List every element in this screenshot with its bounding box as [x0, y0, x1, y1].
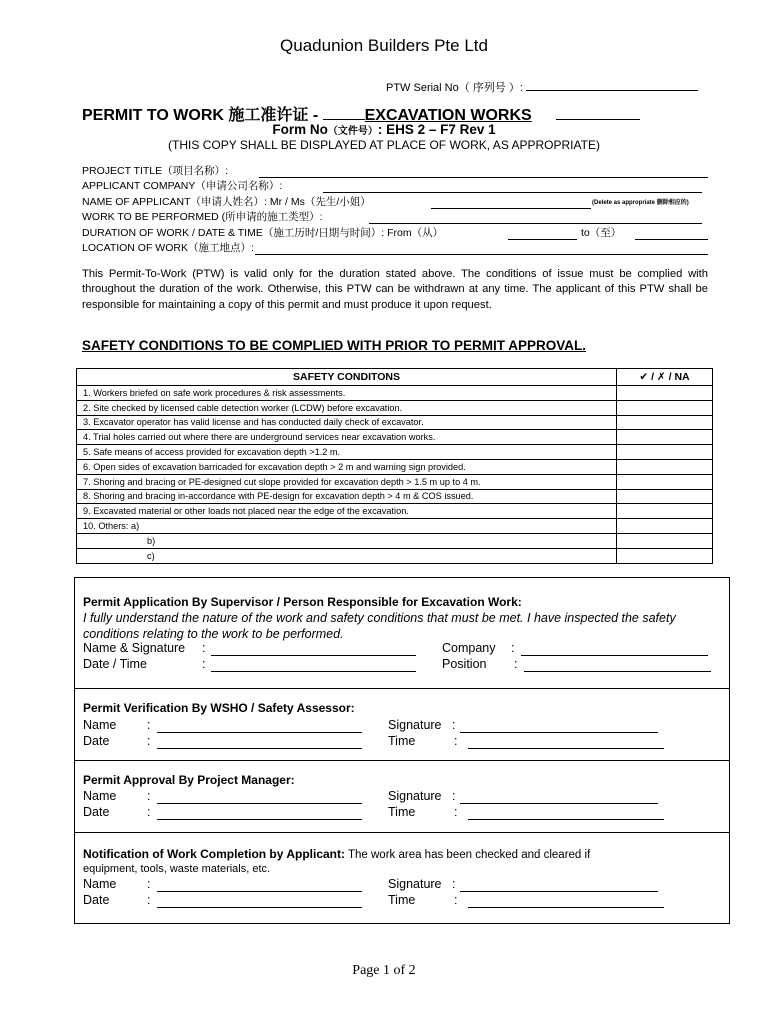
duration-from-blank[interactable]	[508, 228, 577, 240]
check-header: ✔ / ✗ / NA	[617, 369, 713, 386]
condition-text: 5. Safe means of access provided for excavation depth >1.2 m.	[77, 445, 617, 460]
table-row	[77, 400, 713, 415]
form-number-value: : EHS 2 – F7 Rev 1	[377, 122, 496, 137]
condition-text: 2. Site checked by licensed cable detection worker (LCDW) before excavation.	[77, 400, 617, 415]
ptw-serial-label: PTW Serial No（ 序列号 ）:	[386, 82, 523, 94]
completion-section: Notification of Work Completion by Applicant: The work area has been checked and cleared if equipment, tools, waste materials, etc. Name : Date : Signature : Time :	[75, 832, 729, 923]
table-row	[77, 489, 713, 504]
time-label: Time	[388, 805, 416, 819]
name-signature-blank[interactable]	[211, 644, 416, 656]
condition-text: c)	[77, 548, 617, 563]
applicant-company-label: APPLICANT COMPANY（申请公司名称）:	[82, 180, 283, 193]
table-row	[77, 459, 713, 474]
date-time-blank[interactable]	[211, 660, 416, 672]
company-blank[interactable]	[521, 644, 708, 656]
validity-paragraph: This Permit-To-Work (PTW) is valid only for the duration stated above. The conditions of issue must be complied with throughout the duration of the work. Otherwise, this PTW can be withdrawn at any time. The applicant of this PTW shall be responsible for maintaining a copy of this permit and must produce it upon request.	[82, 268, 708, 311]
name-label: Name	[83, 877, 117, 891]
table-row	[77, 430, 713, 445]
field-applicant-company	[82, 179, 708, 194]
copy-display-note: (THIS COPY SHALL BE DISPLAYED AT PLACE OF WORK, AS APPROPRIATE)	[168, 138, 600, 152]
page-title-work: EXCAVATION WORKS	[364, 107, 532, 124]
work-performed-label: WORK TO BE PERFORMED (所申请的施工类型）:	[82, 211, 323, 224]
name-blank[interactable]	[157, 721, 362, 733]
condition-text: 9. Excavated material or other loads not placed near the edge of the excavation.	[77, 504, 617, 519]
safety-heading: SAFETY CONDITIONS TO BE COMPLIED WITH PRIOR TO PERMIT APPROVAL.	[82, 338, 587, 353]
delete-note: (Delete as appropriate 删除相应的)	[592, 199, 689, 206]
check-cell[interactable]	[617, 474, 713, 489]
date-blank[interactable]	[157, 808, 362, 820]
duration-to-label: to（至）	[581, 226, 622, 239]
name-blank[interactable]	[157, 792, 362, 804]
check-cell[interactable]	[617, 489, 713, 504]
signature-label: Signature	[388, 877, 442, 891]
condition-text: 6. Open sides of excavation barricaded for excavation depth > 2 m and warning sign provided.	[77, 459, 617, 474]
table-row	[77, 445, 713, 460]
signature-label: Signature	[388, 718, 442, 732]
condition-text: 8. Shoring and bracing in-accordance with PE-design for excavation depth > 4 m & COS issued.	[77, 489, 617, 504]
field-applicant-name	[82, 195, 708, 210]
approval-heading: Permit Approval By Project Manager:	[83, 773, 295, 787]
company-label: Company	[442, 641, 496, 655]
form-number-cn: （文件号）	[327, 126, 378, 137]
signature-blank[interactable]	[460, 721, 658, 733]
table-row	[77, 533, 713, 548]
project-title-blank[interactable]	[259, 166, 708, 178]
condition-text: 4. Trial holes carried out where there are underground services near excavation works.	[77, 430, 617, 445]
time-blank[interactable]	[468, 737, 664, 749]
completion-heading-bold: Notification of Work Completion by Applicant:	[83, 847, 345, 861]
safety-conditions-table	[76, 368, 713, 564]
title-blank-right	[556, 105, 640, 120]
date-label: Date	[83, 805, 110, 819]
completion-heading-line2: equipment, tools, waste materials, etc.	[83, 863, 271, 875]
name-label: Name	[83, 789, 117, 803]
check-cell[interactable]	[617, 415, 713, 430]
condition-text: 1. Workers briefed on safe work procedures & risk assessments.	[77, 386, 617, 401]
check-cell[interactable]	[617, 548, 713, 563]
form-number	[0, 122, 768, 137]
application-heading: Permit Application By Supervisor / Person Responsible for Excavation Work:	[83, 595, 522, 609]
company-name: Quadunion Builders Pte Ltd	[280, 36, 488, 55]
condition-text: 3. Excavator operator has valid license and has conducted daily check of excavator.	[77, 415, 617, 430]
table-row	[77, 386, 713, 401]
completion-heading-rest: The work area has been checked and cleared if	[345, 849, 591, 861]
duration-label: DURATION OF WORK / DATE & TIME（施工历时/日期与时间）: From（从）	[82, 226, 444, 239]
ptw-serial-field	[386, 79, 698, 95]
completion-heading	[83, 847, 590, 861]
page-title-main: PERMIT TO WORK 施工准许证 -	[82, 107, 323, 124]
date-label: Date	[83, 893, 110, 907]
field-work-performed	[82, 210, 708, 225]
safety-conditions-header: SAFETY CONDITONS	[77, 369, 617, 386]
check-cell[interactable]	[617, 400, 713, 415]
table-row	[77, 548, 713, 563]
condition-text: 7. Shoring and bracing or PE-designed cut slope provided for excavation depth > 1.5 m up to 4 m.	[77, 474, 617, 489]
check-cell[interactable]	[617, 519, 713, 534]
signature-blank[interactable]	[460, 880, 658, 892]
position-blank[interactable]	[524, 660, 711, 672]
approval-section: Permit Approval By Project Manager: Name : Date : Signature : Time :	[75, 760, 729, 833]
location-blank[interactable]	[255, 243, 708, 255]
applicant-name-blank[interactable]	[431, 197, 591, 209]
verification-section: Permit Verification By WSHO / Safety Assessor: Name : Date : Signature : Time :	[75, 688, 729, 761]
date-time-label: Date / Time	[83, 657, 147, 671]
applicant-company-blank[interactable]	[323, 181, 702, 193]
verification-heading: Permit Verification By WSHO / Safety Assessor:	[83, 701, 355, 715]
condition-text: 10. Others: a)	[77, 519, 617, 534]
project-fields	[82, 164, 708, 256]
title-blank-left	[323, 105, 365, 120]
time-label: Time	[388, 893, 416, 907]
time-label: Time	[388, 734, 416, 748]
check-cell[interactable]	[617, 533, 713, 548]
check-cell[interactable]	[617, 445, 713, 460]
page-number: Page 1 of 2	[352, 963, 416, 978]
date-blank[interactable]	[157, 896, 362, 908]
duration-to-blank[interactable]	[635, 228, 708, 240]
signature-box	[74, 577, 730, 924]
applicant-name-label: NAME OF APPLICANT（申请人姓名）: Mr / Ms（先生/小姐）	[82, 195, 371, 208]
table-header-row	[77, 369, 713, 386]
location-label: LOCATION OF WORK（施工地点）:	[82, 241, 254, 254]
check-cell[interactable]	[617, 430, 713, 445]
time-blank[interactable]	[468, 896, 664, 908]
date-label: Date	[83, 734, 110, 748]
check-cell[interactable]	[617, 386, 713, 401]
field-location	[82, 241, 708, 256]
field-duration	[82, 226, 708, 241]
time-blank[interactable]	[468, 808, 664, 820]
check-cell[interactable]	[617, 504, 713, 519]
field-project-title	[82, 164, 708, 179]
date-blank[interactable]	[157, 737, 362, 749]
table-row	[77, 415, 713, 430]
condition-text: b)	[77, 533, 617, 548]
application-section: Permit Application By Supervisor / Person Responsible for Excavation Work: I fully understand the nature of the work and safety conditions that must be met. I have inspected the safety conditions relating to the work to be performed. Name & Signature : Date / Time : Company : Position :	[75, 578, 729, 689]
name-label: Name	[83, 718, 117, 732]
table-row	[77, 519, 713, 534]
name-signature-label: Name & Signature	[83, 641, 186, 655]
ptw-serial-blank[interactable]	[526, 79, 698, 91]
application-statement: I fully understand the nature of the work and safety conditions that must be met. I have inspected the safety conditions relating to the work to be performed.	[83, 611, 676, 641]
signature-label: Signature	[388, 789, 442, 803]
check-cell[interactable]	[617, 459, 713, 474]
position-label: Position	[442, 657, 487, 671]
table-row	[77, 504, 713, 519]
signature-blank[interactable]	[460, 792, 658, 804]
work-performed-blank[interactable]	[369, 212, 702, 224]
form-number-prefix: Form No	[272, 122, 328, 137]
table-row	[77, 474, 713, 489]
name-blank[interactable]	[157, 880, 362, 892]
project-title-label: PROJECT TITLE（项目名称）:	[82, 165, 229, 177]
